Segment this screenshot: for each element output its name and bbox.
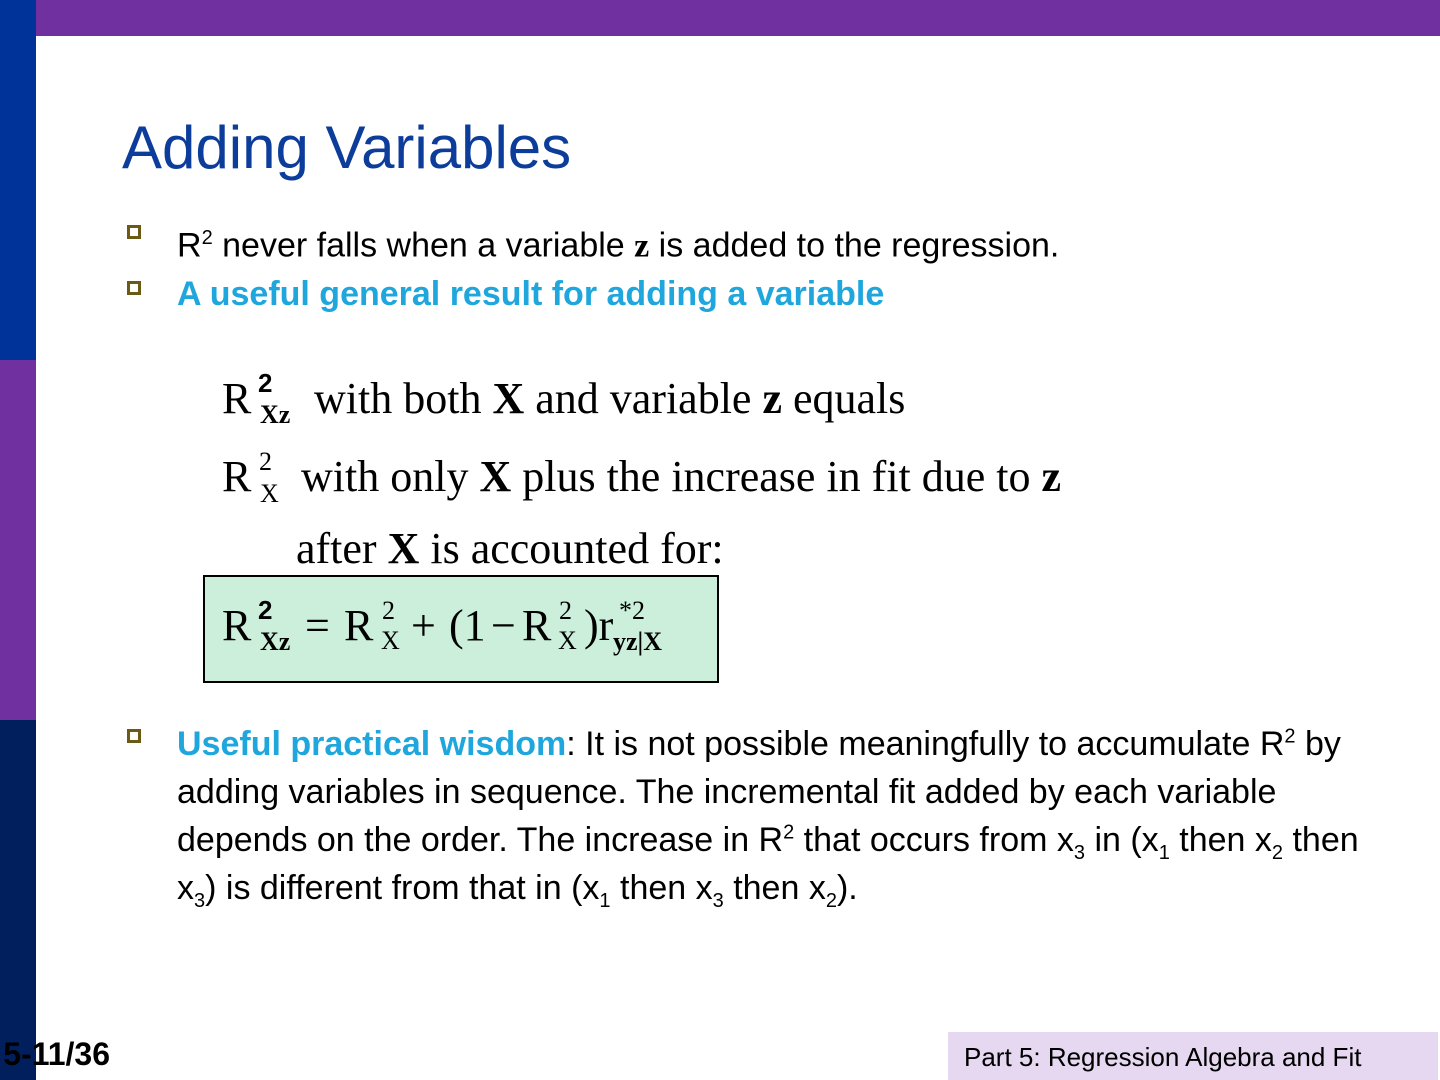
math-line-1-r: R bbox=[222, 374, 252, 423]
bullet-1-r: R bbox=[177, 226, 202, 265]
formula-paren-open: (1 bbox=[449, 601, 486, 650]
formula-plus: + bbox=[411, 601, 436, 650]
math-line-2-sup: 2 bbox=[259, 447, 272, 476]
formula-r2-sup: 2 bbox=[382, 596, 395, 625]
top-accent-bar bbox=[0, 0, 1440, 36]
formula-r3-sup: 2 bbox=[559, 596, 572, 625]
wisdom-s3a: 3 bbox=[1073, 841, 1085, 864]
formula-r1-sup: 2 bbox=[258, 595, 273, 625]
wisdom-t9: then x bbox=[723, 869, 826, 907]
formula-r4-sub: yz|X bbox=[613, 627, 663, 656]
wisdom-s3c: 3 bbox=[712, 889, 724, 912]
math-line-1-sub: Xz bbox=[260, 400, 291, 429]
wisdom-t10: ). bbox=[836, 869, 858, 907]
formula-r3-sub: X bbox=[558, 626, 577, 655]
bullet-1-post: is added to the regression. bbox=[649, 226, 1060, 265]
side-bar-navy bbox=[0, 720, 36, 1080]
math-line-3-text bbox=[296, 524, 724, 573]
wisdom-t3: that occurs from x bbox=[794, 821, 1074, 859]
wisdom-t7: ) is different from that in (x bbox=[205, 869, 600, 907]
math-line-2-r: R bbox=[222, 452, 252, 501]
wisdom-t1: : It is not possible meaningfully to accumulate R bbox=[566, 725, 1285, 763]
side-bar-blue bbox=[0, 0, 36, 360]
formula-r2-sub: X bbox=[381, 626, 400, 655]
bullet-1-pre: never falls when a variable bbox=[212, 226, 635, 265]
wisdom-t6: then x bbox=[177, 821, 1359, 907]
bullet-square-icon bbox=[127, 225, 141, 239]
slide-title: Adding Variables bbox=[122, 114, 572, 181]
wisdom-t2-sup: 2 bbox=[783, 821, 795, 844]
wisdom-s2b: 2 bbox=[825, 889, 837, 912]
side-bar-purple bbox=[0, 360, 36, 720]
wisdom-label: Useful practical wisdom bbox=[177, 725, 567, 763]
bullet-2: A useful general result for adding a variable bbox=[177, 275, 885, 313]
wisdom-paragraph bbox=[177, 720, 1397, 912]
bullet-square-icon bbox=[127, 281, 141, 295]
footer-section-label: Part 5: Regression Algebra and Fit bbox=[948, 1032, 1438, 1080]
wisdom-t2: by adding variables in sequence. The incremental fit added by each variable depends on the order. The increase in R bbox=[177, 725, 1341, 859]
wisdom-s1b: 1 bbox=[599, 889, 611, 912]
math-line-3-b: is accounted for: bbox=[419, 524, 724, 573]
formula-eq: = bbox=[305, 601, 330, 650]
formula-r2: R bbox=[344, 601, 374, 650]
wisdom-s2a: 2 bbox=[1271, 841, 1284, 864]
math-line-2-a: with only bbox=[301, 452, 480, 501]
math-line-1-sup: 2 bbox=[258, 368, 273, 398]
math-line-1-X: X bbox=[492, 374, 525, 423]
wisdom-t8: then x bbox=[610, 869, 713, 907]
formula-r3: R bbox=[522, 601, 552, 650]
wisdom-t4: in (x bbox=[1085, 821, 1159, 859]
wisdom-s1a: 1 bbox=[1158, 841, 1170, 864]
formula-minus: − bbox=[491, 601, 516, 650]
math-line-2-b: plus the increase in fit due to bbox=[511, 452, 1042, 501]
formula-close-r: )r bbox=[584, 601, 614, 650]
math-line-2-X: X bbox=[479, 452, 512, 501]
formula-r1: R bbox=[222, 601, 252, 650]
formula-r4-sup: *2 bbox=[619, 596, 645, 625]
math-line-1-c: equals bbox=[781, 374, 906, 423]
wisdom-t1-sup: 2 bbox=[1284, 725, 1296, 748]
bullet-square-icon bbox=[127, 729, 141, 743]
math-line-2-sub: X bbox=[260, 479, 279, 508]
math-line-2-z: z bbox=[1041, 452, 1062, 501]
math-line-1-text bbox=[314, 374, 906, 423]
math-line-1-z: z bbox=[762, 374, 782, 423]
math-line-2-text bbox=[301, 452, 1062, 501]
bullet-1 bbox=[177, 214, 1059, 270]
wisdom-t5: then x bbox=[1169, 821, 1272, 859]
bullet-1-sup: 2 bbox=[201, 227, 213, 249]
bullet-1-z: z bbox=[634, 227, 650, 265]
math-line-1-a: with both bbox=[314, 374, 493, 423]
math-line-3-X: X bbox=[387, 524, 420, 573]
math-line-3-a: after bbox=[296, 524, 388, 573]
wisdom-s3b: 3 bbox=[194, 889, 206, 912]
formula-r1-sub: Xz bbox=[260, 627, 291, 656]
slide-number: 5-11/36 bbox=[3, 1036, 110, 1072]
math-line-1-b: and variable bbox=[524, 374, 763, 423]
